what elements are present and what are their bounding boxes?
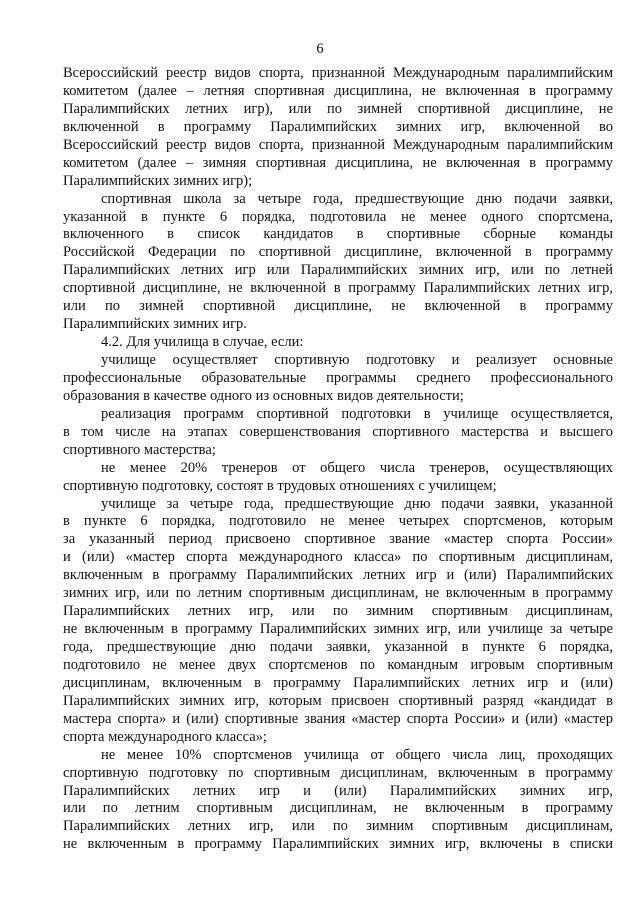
text-line: года, предшествующие дню подачи заявки, указанной в пункте 6 порядка, — [63, 639, 613, 655]
text-line: указанной в пункте 6 порядка, подготовила не менее одного спортсмена, — [63, 208, 613, 225]
text-line: профессиональные образовательные программы среднего профессионального — [63, 369, 613, 386]
text-line: спорта международного класса»; — [63, 728, 267, 745]
text-line: или по зимней спортивной дисциплине, не включенной в программу — [63, 298, 613, 315]
text-line: Всероссийский реестр видов спорта, признанной Международным паралимпийским — [63, 136, 613, 153]
text-line: 4.2. Для училища в случае, если: — [101, 334, 304, 351]
text-line: образования в качестве одного из основных видов деятельности; — [63, 387, 464, 404]
page-number: 6 — [316, 41, 324, 57]
text-line: включенной в программу Паралимпийских зимних игр, включенной во — [63, 118, 613, 135]
text-line: спортивного мастерства; — [63, 441, 216, 458]
text-line: спортивную подготовку по спортивным дисциплинам, включенным в программу — [63, 764, 613, 781]
text-line: училище осуществляет спортивную подготовку и реализует основные — [101, 352, 613, 368]
text-line: в том числе на этапах совершенствования спортивного мастерства и высшего — [63, 423, 613, 440]
text-line: Паралимпийских зимних игр, которым присвоен спортивный разряд «кандидат в — [63, 692, 613, 709]
text-line: и (или) «мастер спорта международного класса» по спортивным дисциплинам, — [63, 549, 613, 566]
text-line: зимних игр, или по летним спортивным дисциплинам, не включенным в программу — [63, 585, 613, 602]
text-line: училище за четыре года, предшествующие дню подачи заявки, указанной — [101, 495, 613, 512]
text-line: Паралимпийских зимних игр. — [63, 316, 247, 333]
text-line: Всероссийский реестр видов спорта, признанной Международным паралимпийским — [63, 65, 613, 81]
text-line: Паралимпийских летних игр, или по зимним спортивным дисциплинам, — [63, 818, 613, 835]
text-line: или по летним спортивным дисциплинам, не включенным в программу — [63, 800, 613, 817]
text-line: комитетом (далее – летняя спортивная дисциплина, не включенная в программу — [63, 82, 613, 99]
text-line: Паралимпийских зимних игр); — [63, 172, 253, 189]
text-line: спортивной дисциплине, не включенной в программу Паралимпийских летних игр, — [63, 280, 613, 297]
text-line: спортивная школа за четыре года, предшествующие дню подачи заявки, — [101, 190, 613, 207]
text-line: дисциплинам, включенным в программу Паралимпийских летних игр и (или) — [63, 674, 613, 691]
text-line: Паралимпийских летних игр или Паралимпийских зимних игр, или по летней — [63, 262, 613, 279]
text-line: не включенным в программу Паралимпийских зимних игр, или училище за четыре — [63, 621, 613, 638]
text-line: Паралимпийских летних игр, или по зимним спортивным дисциплинам, — [63, 603, 613, 620]
text-line: спортивную подготовку, состоят в трудовых отношениях с училищем; — [63, 477, 497, 494]
text-line: не менее 20% тренеров от общего числа тренеров, осуществляющих — [101, 459, 613, 476]
text-line: не менее 10% спортсменов училища от общего числа лиц, проходящих — [101, 746, 613, 763]
text-line: Паралимпийских летних игр), или по зимней спортивной дисциплине, не — [63, 100, 613, 117]
document-body — [63, 65, 613, 854]
text-line: включенного в список кандидатов в спортивные сборные команды — [63, 226, 613, 243]
text-line: в пункте 6 порядка, подготовило не менее четырех спортсменов, которым — [63, 513, 613, 530]
text-line: не включенным в программу Паралимпийских зимних игр, включены в списки — [63, 836, 613, 853]
text-line: Паралимпийских летних игр и (или) Паралимпийских зимних игр, — [63, 782, 613, 799]
text-line: мастера спорта» и (или) спортивные звания «мастер спорта России» и (или) «мастер — [63, 710, 613, 727]
text-line: за указанный период присвоено спортивное звание «мастер спорта России» — [63, 531, 613, 548]
text-line: включенным в программу Паралимпийских летних игр и (или) Паралимпийских — [63, 567, 613, 584]
text-line: реализация программ спортивной подготовки в училище осуществляется, — [101, 405, 613, 422]
text-line: комитетом (далее – зимняя спортивная дисциплина, не включенная в программу — [63, 154, 613, 171]
text-line: Российской Федерации по спортивной дисциплине, включенной в программу — [63, 244, 613, 261]
text-line: подготовило не менее двух спортсменов по командным игровым спортивным — [63, 656, 613, 673]
